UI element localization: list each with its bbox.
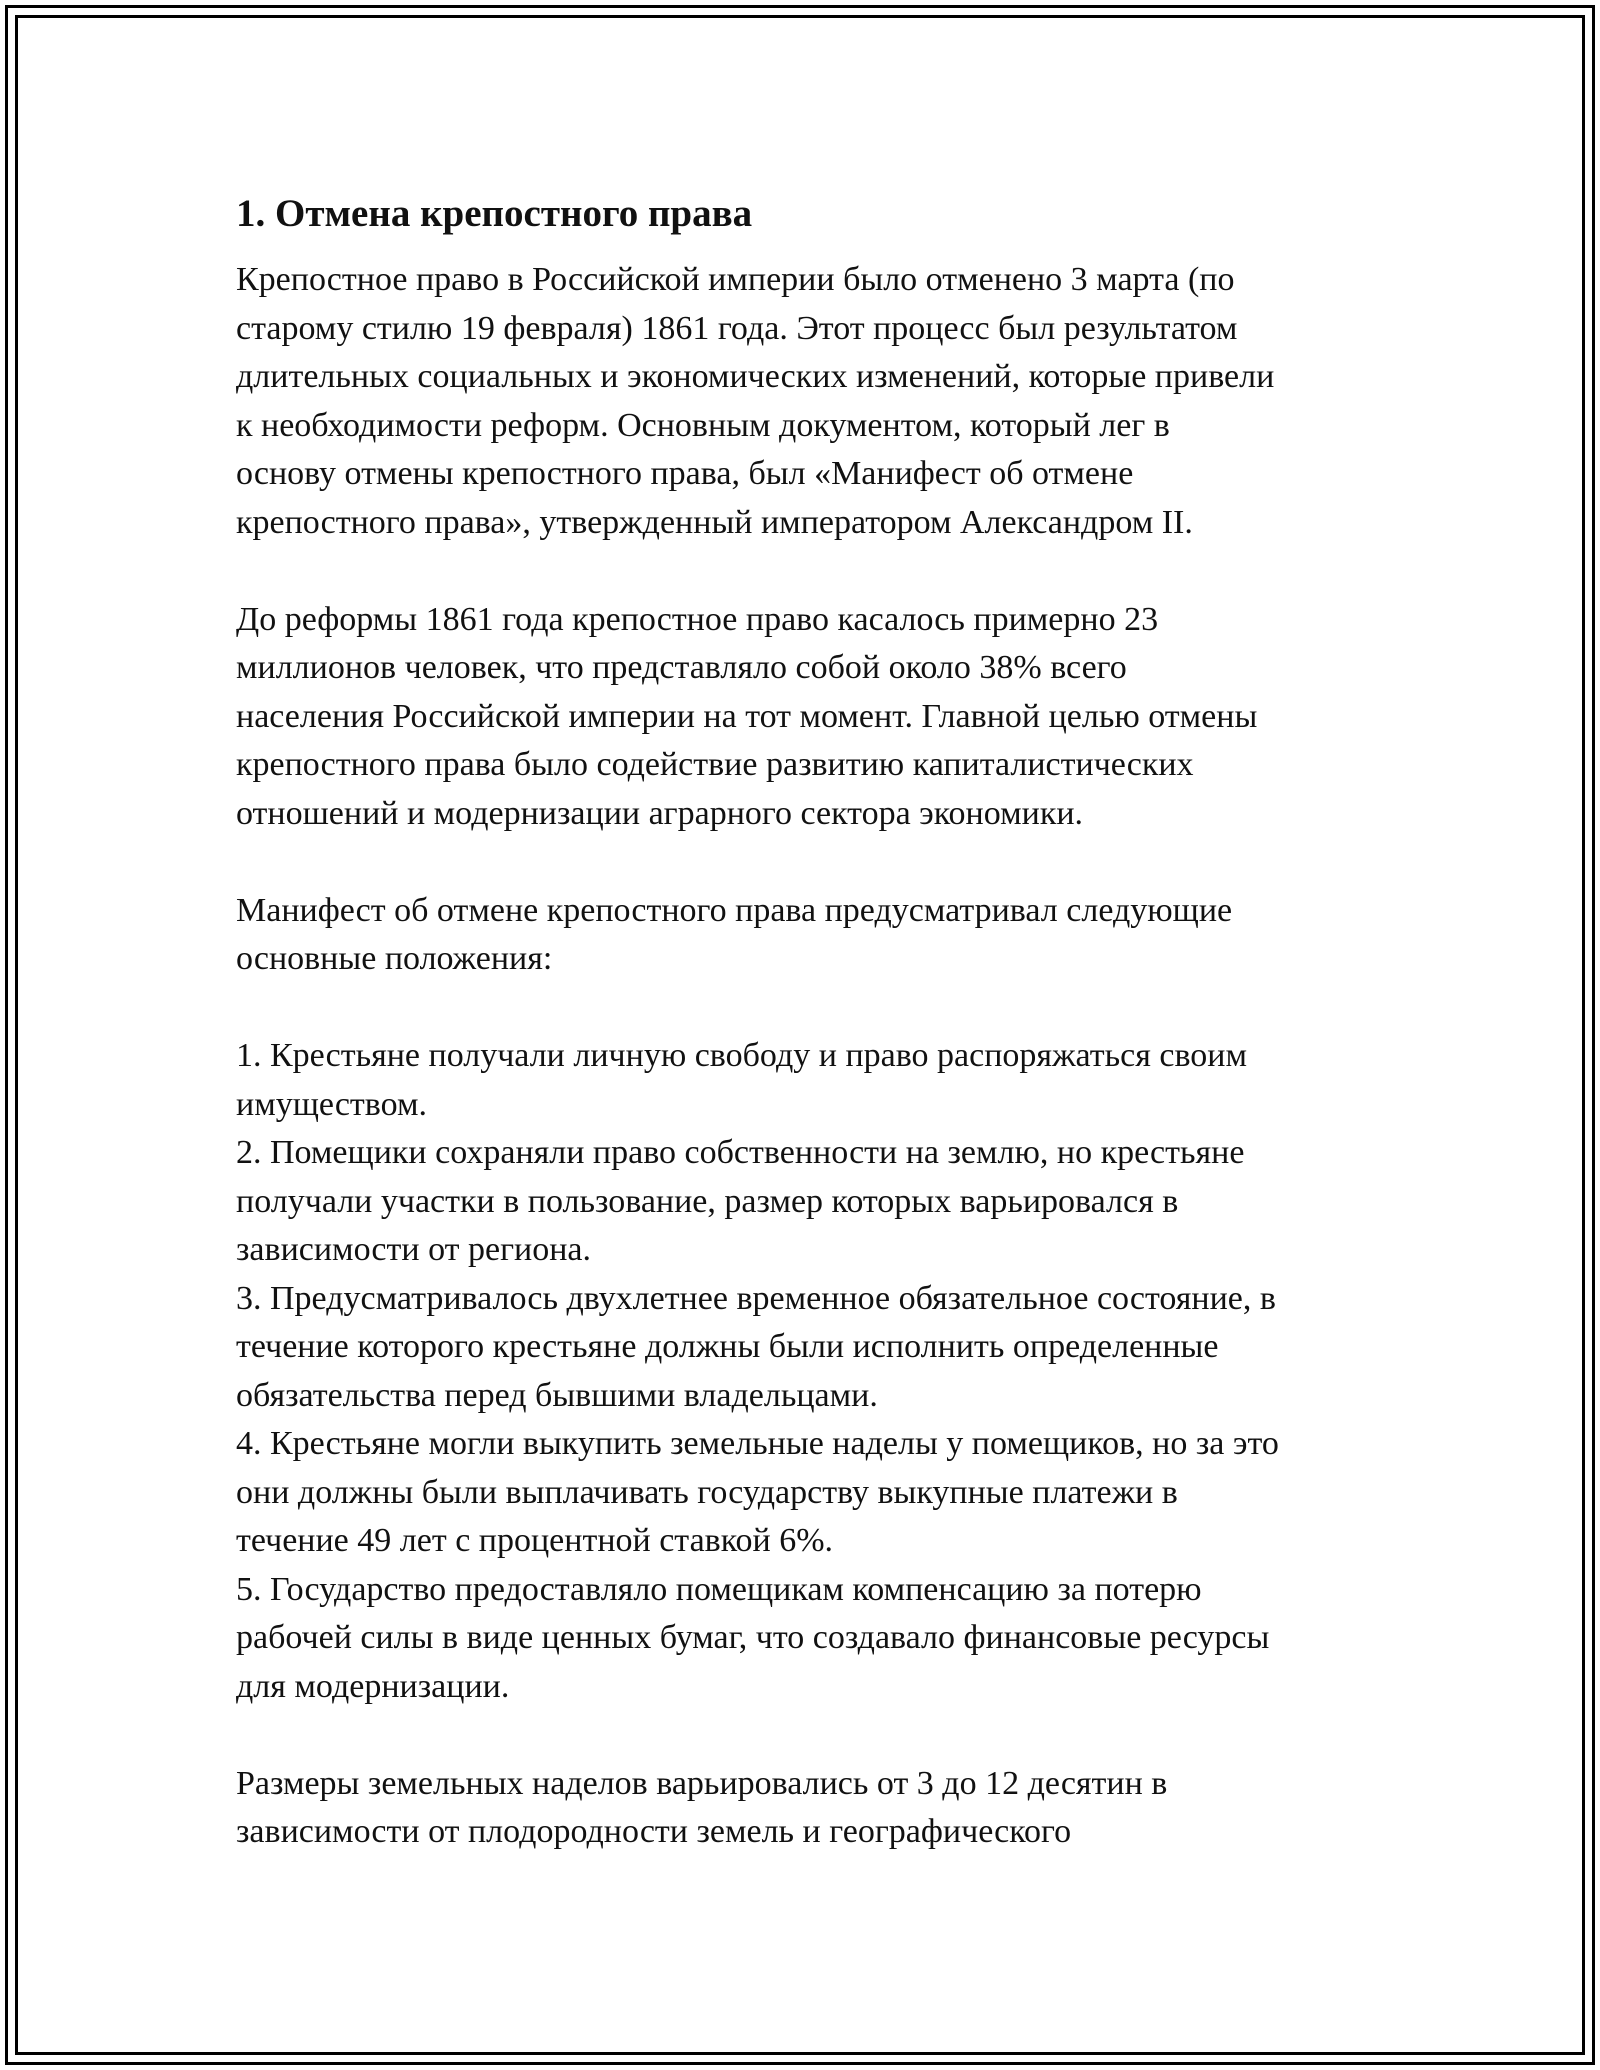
- provisions-list: [236, 1032, 1386, 1711]
- text-line: 2. Помещики сохраняли право собственности на землю, но крестьяне: [236, 1134, 1245, 1171]
- text-line: основу отмены крепостного права, был «Манифест об отмене: [236, 455, 1134, 492]
- text-line: отношений и модернизации аграрного сектора экономики.: [236, 794, 1084, 832]
- text-line: Манифест об отмене крепостного права предусматривал следующие: [236, 891, 1233, 929]
- text-line: 1. Крестьяне получали личную свободу и право распоряжаться своим: [236, 1037, 1247, 1074]
- paragraph-manifest-provisions: [236, 887, 1386, 984]
- text-line: 4. Крестьяне могли выкупить земельные наделы у помещиков, но за это: [236, 1425, 1279, 1462]
- text-line: старому стилю 19 февраля) 1861 года. Этот процесс был результатом: [236, 309, 1238, 347]
- list-item: [236, 1129, 1386, 1275]
- text-line: течение 49 лет с процентной ставкой 6%.: [236, 1522, 834, 1559]
- text-line: зависимости от региона.: [236, 1231, 591, 1268]
- text-line: миллионов человек, что представляло собой около 38% всего: [236, 649, 1127, 686]
- text-line: для модернизации.: [236, 1667, 510, 1705]
- text-line: имуществом.: [236, 1085, 427, 1123]
- text-line: длительных социальных и экономических изменений, которые привели: [236, 358, 1275, 395]
- list-item: [236, 1032, 1386, 1129]
- text-line: 5. Государство предоставляло помещикам компенсацию за потерю: [236, 1570, 1202, 1608]
- text-line: населения Российской империи на тот момент. Главной целью отмены: [236, 697, 1258, 735]
- paragraph-land-plots: [236, 1760, 1386, 1857]
- list-item: [236, 1420, 1386, 1566]
- text-line: зависимости от плодородности земель и географического: [236, 1813, 1072, 1850]
- text-line: 3. Предусматривалось двухлетнее временное обязательное состояние, в: [236, 1279, 1276, 1317]
- list-item: [236, 1275, 1386, 1421]
- text-line: основные положения:: [236, 940, 553, 977]
- paragraph-population: [236, 596, 1386, 839]
- list-item: [236, 1566, 1386, 1712]
- text-line: обязательства перед бывшими владельцами.: [236, 1376, 878, 1414]
- text-line: До реформы 1861 года крепостное право касалось примерно 23: [236, 600, 1159, 638]
- text-line: они должны были выплачивать государству выкупные платежи в: [236, 1473, 1178, 1511]
- text-line: Крепостное право в Российской империи было отменено 3 марта (по: [236, 261, 1235, 298]
- paragraph-intro: [236, 256, 1386, 547]
- text-line: течение которого крестьяне должны были исполнить определенные: [236, 1328, 1219, 1365]
- document-body: [236, 188, 1386, 1905]
- text-line: получали участки в пользование, размер которых варьировался в: [236, 1182, 1179, 1220]
- text-line: Размеры земельных наделов варьировались от 3 до 12 десятин в: [236, 1764, 1168, 1802]
- text-line: крепостного права», утвержденный императором Александром II.: [236, 503, 1193, 541]
- text-line: крепостного права было содействие развитию капиталистических: [236, 746, 1194, 783]
- text-line: к необходимости реформ. Основным документом, который лег в: [236, 406, 1170, 444]
- text-line: рабочей силы в виде ценных бумаг, что создавало финансовые ресурсы: [236, 1619, 1270, 1656]
- section-heading: 1. Отмена крепостного права: [236, 192, 753, 235]
